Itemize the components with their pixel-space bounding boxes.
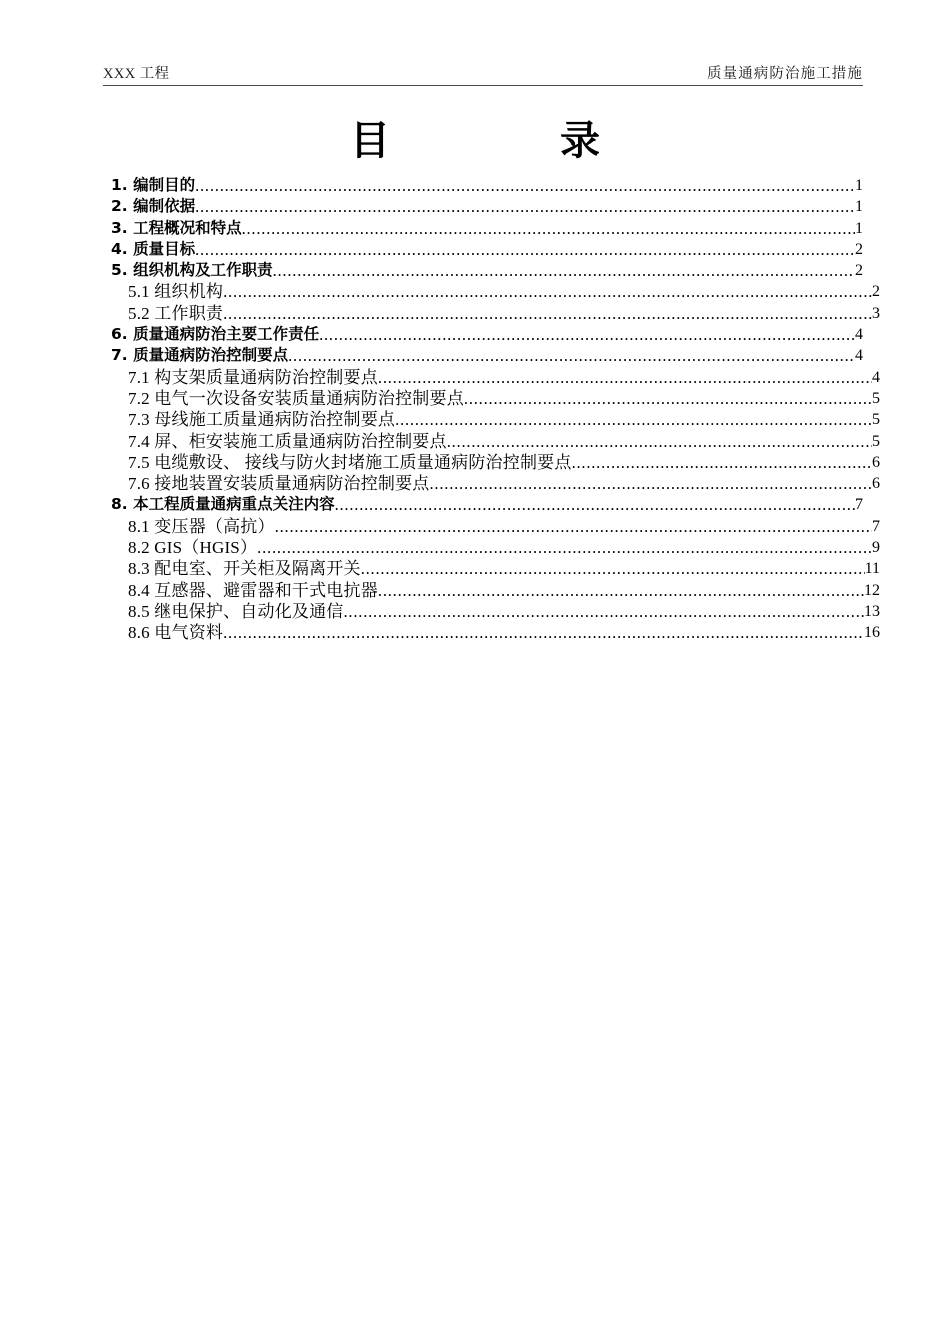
toc-page-number: 1 — [855, 198, 863, 216]
toc-entry[interactable] — [111, 431, 880, 452]
toc-entry[interactable] — [111, 388, 880, 409]
toc-entry[interactable] — [111, 452, 880, 473]
toc-entry[interactable] — [111, 324, 863, 345]
toc-page-number: 5 — [872, 389, 880, 407]
toc-entry[interactable] — [111, 303, 880, 324]
toc-leader-dots — [344, 601, 865, 622]
toc-page-number: 4 — [855, 326, 863, 344]
toc-page-number: 7 — [872, 517, 880, 535]
toc-entry[interactable] — [111, 281, 880, 302]
toc-leader-dots — [242, 218, 855, 239]
toc-entry-label: 8.5 继电保护、自动化及通信 — [128, 601, 344, 621]
toc-page-number: 1 — [855, 177, 863, 194]
toc-entry-label: 5.1 组织机构 — [128, 282, 224, 302]
toc-leader-dots — [195, 196, 855, 217]
toc-leader-dots — [335, 494, 855, 515]
header-divider-rule — [103, 85, 863, 86]
toc-entry-label: 8.6 电气资料 — [128, 623, 224, 643]
running-header — [103, 62, 863, 86]
toc-entry-label: 7.2 电气一次设备安装质量通病防治控制要点 — [128, 388, 464, 408]
toc-leader-dots — [288, 345, 855, 366]
toc-entry-label: 5.2 工作职责 — [128, 303, 224, 323]
toc-page-number: 16 — [864, 624, 880, 642]
toc-entry[interactable] — [111, 409, 880, 430]
toc-entry-label: 7.1 构支架质量通病防治控制要点 — [128, 367, 378, 387]
page-title: 目 录 — [350, 118, 630, 163]
toc-leader-dots — [464, 388, 872, 409]
toc-entry[interactable] — [111, 558, 880, 579]
toc-entry[interactable] — [111, 260, 863, 281]
toc-page-number: 13 — [864, 602, 880, 620]
toc-entry[interactable] — [111, 367, 880, 388]
toc-entry-label: 6. 质量通病防治主要工作责任 — [111, 325, 320, 344]
toc-page-number: 9 — [872, 539, 880, 557]
toc-page-number: 2 — [872, 283, 880, 301]
toc-entry[interactable] — [111, 473, 880, 494]
toc-entry[interactable] — [111, 622, 880, 643]
toc-entry[interactable] — [111, 494, 863, 515]
toc-page-number: 3 — [872, 304, 880, 322]
toc-leader-dots — [223, 303, 872, 324]
toc-entry[interactable] — [111, 239, 863, 260]
toc-entry[interactable] — [111, 516, 880, 537]
toc-page-number: 2 — [855, 262, 863, 280]
toc-entry-label: 7.4 屏、柜安装施工质量通病防治控制要点 — [128, 431, 447, 451]
toc-entry[interactable] — [111, 601, 880, 622]
toc-entry[interactable] — [111, 345, 863, 366]
toc-leader-dots — [430, 473, 873, 494]
toc-page-number: 6 — [872, 475, 880, 493]
toc-leader-dots — [195, 239, 855, 260]
toc-leader-dots — [378, 580, 864, 601]
header-document-title: 质量通病防治施工措施 — [707, 66, 863, 82]
toc-entry[interactable] — [111, 580, 880, 601]
toc-page-number: 7 — [855, 496, 863, 514]
toc-leader-dots — [572, 452, 872, 473]
toc-entry-label: 2. 编制依据 — [111, 197, 196, 216]
toc-page-number: 1 — [855, 219, 863, 237]
toc-entry-label: 3. 工程概况和特点 — [111, 218, 242, 237]
toc-page-number: 4 — [872, 368, 880, 386]
toc-leader-dots — [378, 367, 872, 388]
toc-leader-dots — [447, 431, 872, 452]
toc-entry-label: 1. 编制目的 — [111, 176, 196, 194]
toc-leader-dots — [273, 260, 855, 281]
toc-entry-label: 7. 质量通病防治控制要点 — [111, 346, 289, 365]
toc-entry[interactable] — [111, 218, 863, 239]
toc-entry-label: 7.3 母线施工质量通病防治控制要点 — [128, 410, 396, 430]
toc-entry-label: 5. 组织机构及工作职责 — [111, 261, 273, 280]
toc-leader-dots — [319, 324, 855, 345]
toc-leader-dots — [361, 558, 865, 579]
toc-entry[interactable] — [111, 537, 880, 558]
toc-page-number: 5 — [872, 411, 880, 429]
toc-page-number: 5 — [872, 432, 880, 450]
toc-entry-label: 8. 本工程质量通病重点关注内容 — [111, 495, 335, 514]
toc-entry[interactable] — [111, 175, 863, 196]
toc-page-number: 11 — [864, 560, 880, 578]
toc-page-number: 2 — [855, 240, 863, 258]
toc-entry-label: 8.2 GIS（HGIS） — [128, 538, 258, 558]
toc-leader-dots — [275, 516, 872, 537]
toc-entry-label: 4. 质量目标 — [111, 239, 196, 258]
toc-entry[interactable] — [111, 196, 863, 217]
toc-entry-label: 8.1 变压器（高抗） — [128, 516, 275, 536]
toc-entry-label: 8.3 配电室、开关柜及隔离开关 — [128, 559, 361, 579]
toc-leader-dots — [223, 281, 872, 302]
toc-leader-dots — [195, 175, 855, 196]
table-of-contents — [111, 175, 880, 644]
toc-page-number: 4 — [855, 347, 863, 365]
toc-entry-label: 7.6 接地装置安装质量通病防治控制要点 — [128, 474, 430, 494]
toc-page-number: 6 — [872, 453, 880, 471]
toc-page-number: 12 — [864, 581, 880, 599]
toc-entry-label: 7.5 电缆敷设、 接线与防火封堵施工质量通病防治控制要点 — [128, 452, 572, 472]
toc-entry-label: 8.4 互感器、避雷器和干式电抗器 — [128, 580, 378, 600]
toc-leader-dots — [223, 622, 864, 643]
header-project-name: XXX 工程 — [103, 66, 170, 82]
toc-leader-dots — [257, 537, 872, 558]
toc-leader-dots — [395, 409, 872, 430]
